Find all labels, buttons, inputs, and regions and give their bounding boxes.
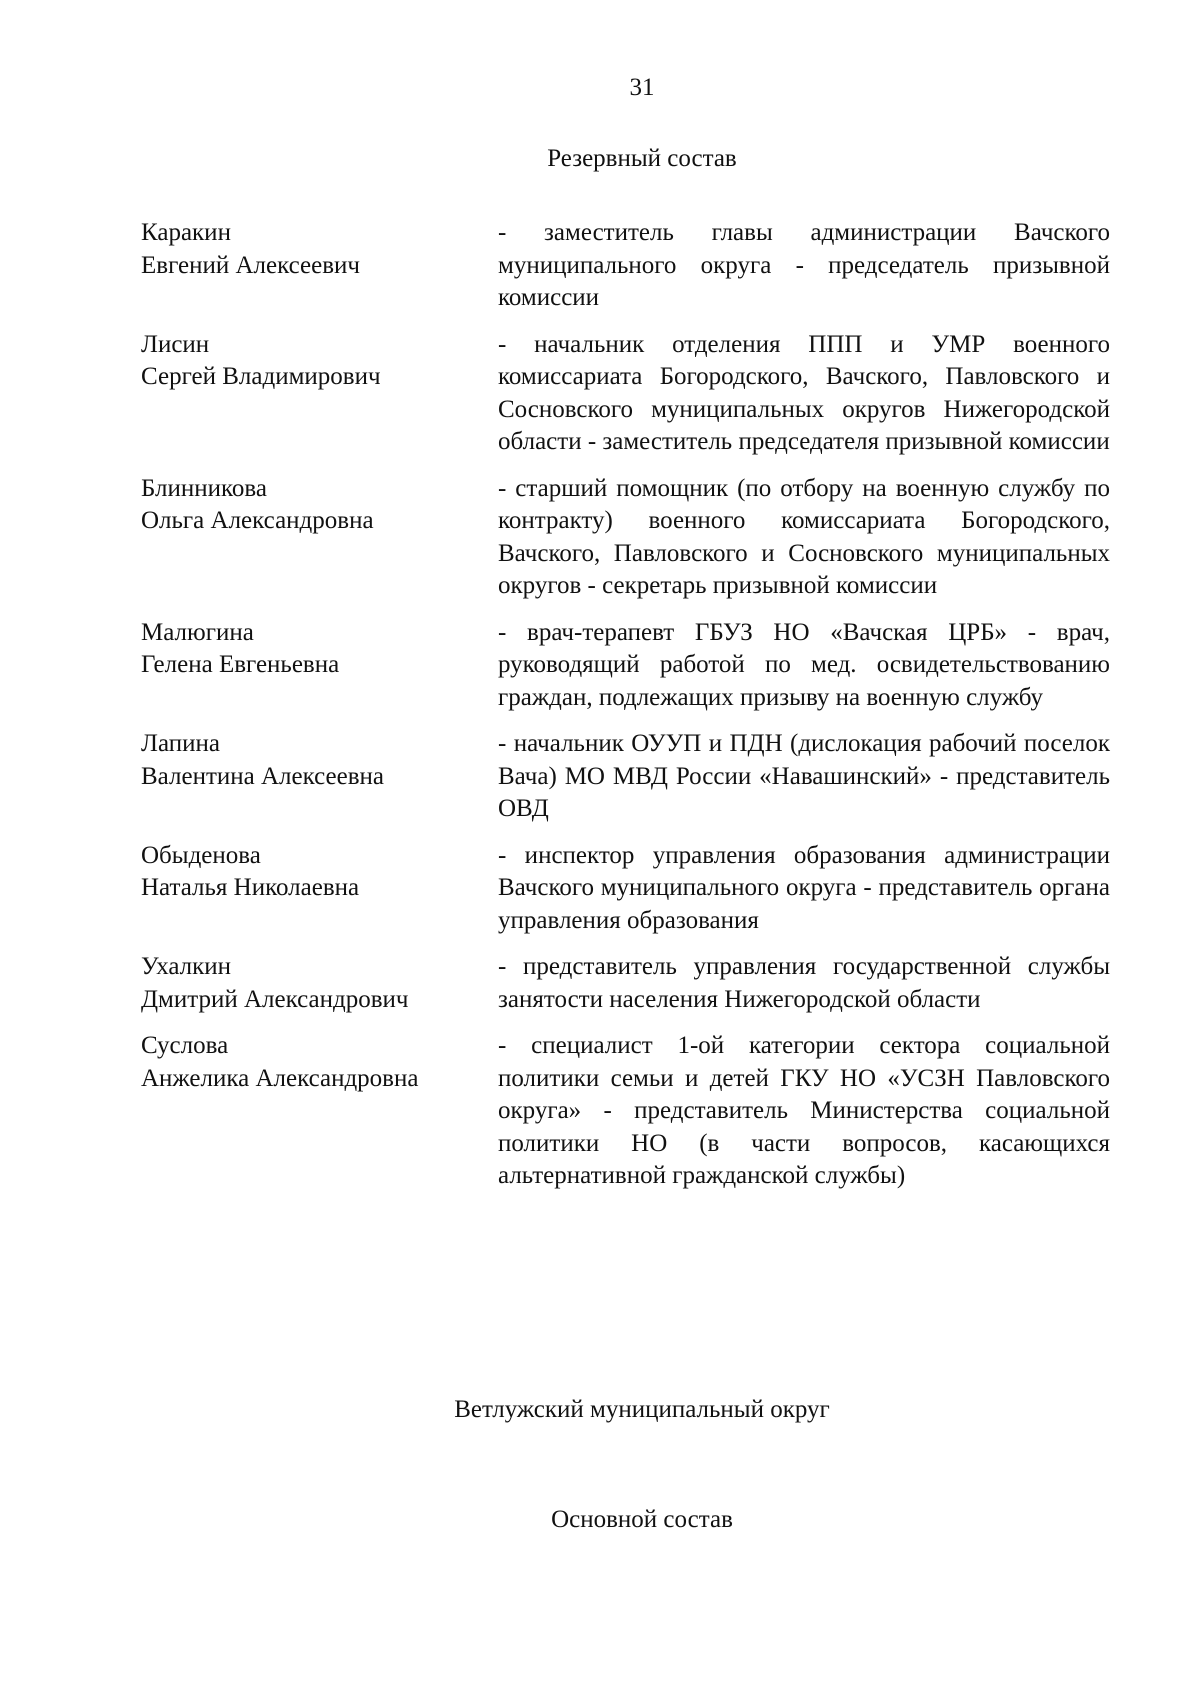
member-surname: Ухалкин [141, 953, 232, 980]
member-given-names: Валентина Алексеевна [141, 762, 384, 790]
member-name [141, 728, 498, 826]
reserve-heading: Резервный состав [547, 145, 737, 172]
member-given-names: Гелена Евгеньевна [141, 651, 340, 678]
member-given-names: Евгений Алексеевич [141, 251, 360, 279]
member-entry [141, 473, 1111, 603]
member-role: - начальник отделения ППП и УМР военного комиссариата Богородского, Вачского, Павловского и Сосновского муниципальных округов Нижегородской области - заместитель председателя призывной комиссии [498, 330, 1110, 455]
member-entry [141, 1030, 1111, 1193]
commission-roster [141, 217, 1111, 1207]
member-name [141, 473, 498, 603]
member-name [141, 329, 498, 459]
member-given-names: Наталья Николаевна [141, 874, 360, 901]
member-role: - заместитель главы администрации Вачского муниципального округа - председатель призывной комиссии [498, 219, 1110, 311]
member-role: - старший помощник (по отбору на военную службу по контракту) военного комиссариата Богородского, Вачского, Павловского и Сосновского муниципальных округов - секретарь призывной комиссии [498, 474, 1110, 599]
member-entry [141, 329, 1111, 459]
member-surname: Каракин [141, 219, 231, 246]
member-surname: Блинникова [141, 474, 267, 502]
member-surname: Малюгина [141, 618, 254, 646]
member-name [141, 617, 498, 715]
member-entry [141, 217, 1111, 315]
member-entry [141, 617, 1111, 715]
district-heading: Ветлужский муниципальный округ [454, 1396, 830, 1423]
member-role: - специалист 1-ой категории сектора социальной политики семьи и детей ГКУ НО «УСЗН Павловского округа» - представитель Министерства социальной политики НО (в части вопросов, касающихся альтернативной гражданской службы) [498, 1032, 1110, 1189]
member-name [141, 951, 498, 1016]
member-given-names: Дмитрий Александрович [141, 985, 409, 1013]
member-given-names: Анжелика Александровна [141, 1064, 419, 1092]
member-role: - инспектор управления образования администрации Вачского муниципального округа - представитель органа управления образования [498, 841, 1110, 934]
main-composition-heading: Основной состав [551, 1506, 733, 1533]
member-given-names: Ольга Александровна [141, 507, 374, 534]
member-name [141, 840, 498, 938]
member-name [141, 1030, 498, 1193]
member-surname: Лисин [141, 330, 210, 358]
member-role: - представитель управления государственной службы занятости населения Нижегородской области [498, 953, 1110, 1013]
member-role: - врач-терапевт ГБУЗ НО «Вачская ЦРБ» - врач, руководящий работой по мед. освидетельствованию граждан, подлежащих призыву на военную службу [498, 618, 1110, 711]
member-surname: Суслова [141, 1032, 229, 1059]
page-number: 31 [629, 74, 655, 101]
member-surname: Лапина [141, 730, 220, 757]
member-entry [141, 951, 1111, 1016]
member-surname: Обыденова [141, 841, 261, 869]
member-role: - начальник ОУУП и ПДН (дислокация рабочий поселок Вача) МО МВД России «Навашинский» - представитель ОВД [498, 730, 1110, 822]
member-given-names: Сергей Владимирович [141, 363, 381, 390]
member-name [141, 217, 498, 315]
member-entry [141, 728, 1111, 826]
member-entry [141, 840, 1111, 938]
